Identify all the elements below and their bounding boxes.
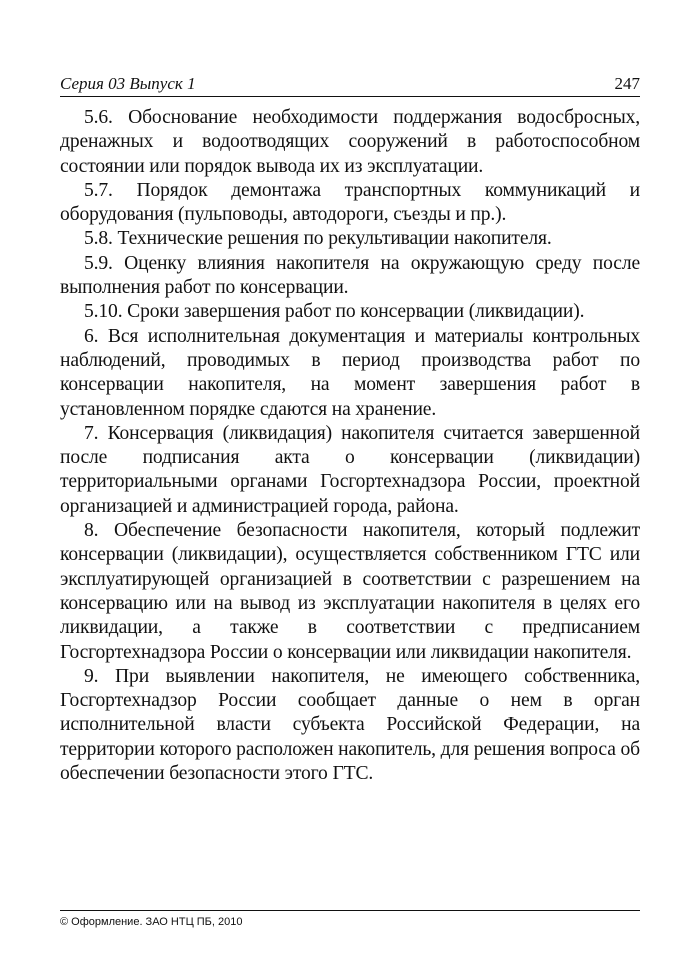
footer-copyright: © Оформление. ЗАО НТЦ ПБ, 2010 — [60, 916, 243, 928]
paragraph-5-6: 5.6. Обоснование необходимости поддержания водосбросных, дренажных и водоотводящих сооружений в работоспособном состоянии или порядок вывода их из эксплуатации. — [60, 107, 640, 177]
paragraph-9: 9. При выявлении накопителя, не имеющего собственника, Госгортехнадзор России сообщает данные о нем в орган исполнительной власти субъекта Российской Федерации, на территории которого расположен накопитель, для решения вопроса об обеспечении безопасности этого ГТС. — [60, 665, 640, 785]
footer-divider — [60, 910, 640, 911]
paragraph-6: 6. Вся исполнительная документация и материалы контрольных наблюдений, проводимых в период производства работ по консервации накопителя, на момент завершения работ в установленном порядке сдаются на хранение. — [60, 325, 640, 420]
paragraph-5-9: 5.9. Оценку влияния накопителя на окружающую среду после выполнения работ по консервации. — [60, 252, 640, 299]
paragraph-5-8: 5.8. Технические решения по рекультивации накопителя. — [84, 228, 552, 250]
paragraph-7: 7. Консервация (ликвидация) накопителя считается завершенной после подписания акта о консервации (ликвидации) территориальными органами Госгортехнадзора России, проектной организацией и администрацией города, района. — [60, 422, 640, 517]
series-issue-label: Серия 03 Выпуск 1 — [60, 74, 196, 93]
paragraph-5-10: 5.10. Сроки завершения работ по консервации (ликвидации). — [84, 301, 585, 323]
paragraph-8: 8. Обеспечение безопасности накопителя, который подлежит консервации (ликвидации), осуществляется собственником ГТС или эксплуатирующей организацией в соответствии с разрешением на консервацию или на вывод из эксплуатации накопителя в целях его ликвидации, а также в соответствии с предписанием Госгортехнадзора России о консервации или ликвидации накопителя. — [60, 520, 640, 663]
body-text — [60, 106, 640, 786]
running-header — [60, 74, 640, 97]
paragraph-5-7: 5.7. Порядок демонтажа транспортных коммуникаций и оборудования (пульповоды, автодороги, съезды и пр.). — [60, 179, 640, 226]
page-number: 247 — [614, 74, 640, 93]
